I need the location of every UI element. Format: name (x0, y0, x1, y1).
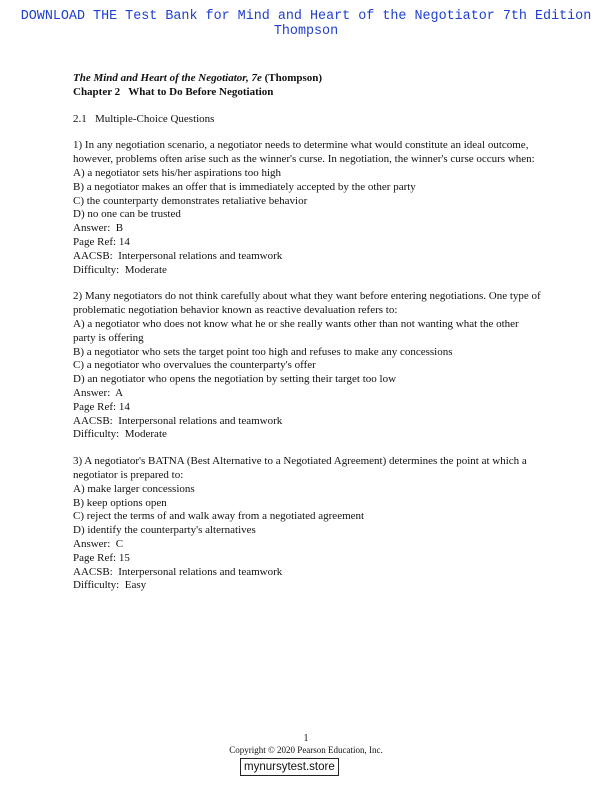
section-title: 2.1 Multiple-Choice Questions (73, 112, 215, 125)
book-author: (Thompson) (264, 72, 323, 84)
book-heading (73, 72, 543, 86)
option-c: C) reject the terms of and walk away from a negotiated agreement (73, 510, 365, 523)
page-number: 1 (303, 733, 309, 744)
site-watermark: mynursytest.store (240, 758, 339, 776)
option-d: D) identify the counterparty's alternatives (73, 524, 256, 537)
question-1 (73, 139, 543, 277)
aacsb: AACSB: Interpersonal relations and teamwork (73, 249, 283, 262)
page-ref: Page Ref: 14 (73, 400, 130, 413)
answer: Answer: A (73, 386, 124, 399)
option-b: B) a negotiator makes an offer that is immediately accepted by the other party (73, 180, 416, 193)
difficulty: Difficulty: Easy (73, 579, 147, 592)
difficulty: Difficulty: Moderate (73, 263, 167, 276)
aacsb: AACSB: Interpersonal relations and teamwork (73, 565, 283, 578)
document-body (73, 72, 543, 593)
option-a: A) a negotiator sets his/her aspirations too high (73, 166, 282, 179)
question-stem: 1) In any negotiation scenario, a negotiator needs to determine what would constitute an ideal outcome, however, problems often arise such as the winner's curse. In negotiation, the winner's curse occurs when: (73, 139, 535, 166)
option-d: D) no one can be trusted (73, 208, 181, 221)
answer: Answer: B (73, 222, 124, 235)
download-banner (0, 9, 612, 39)
option-a: A) make larger concessions (73, 482, 195, 495)
page-ref: Page Ref: 14 (73, 235, 130, 248)
book-title: The Mind and Heart of the Negotiator, 7e (73, 72, 262, 84)
answer: Answer: C (73, 537, 124, 550)
option-b: B) a negotiator who sets the target point too high and refuses to make any concessions (73, 345, 453, 358)
copyright-notice: Copyright © 2020 Pearson Education, Inc. (229, 745, 383, 755)
difficulty: Difficulty: Moderate (73, 428, 167, 441)
question-stem: 2) Many negotiators do not think carefully about what they want before entering negotiations. One type of problematic negotiation behavior known as reactive devaluation refers to: (73, 290, 541, 317)
question-2 (73, 290, 543, 442)
aacsb: AACSB: Interpersonal relations and teamwork (73, 414, 283, 427)
banner-line-1: DOWNLOAD THE Test Bank for Mind and Heart of the Negotiator 7th Edition (20, 9, 592, 24)
option-a: A) a negotiator who does not know what he or she really wants other than not wanting what the other party is offering (73, 317, 519, 344)
banner-line-2: Thompson (273, 24, 339, 39)
option-c: C) a negotiator who overvalues the counterparty's offer (73, 359, 316, 372)
page-ref: Page Ref: 15 (73, 551, 130, 564)
option-c: C) the counterparty demonstrates retaliative behavior (73, 194, 308, 207)
question-3 (73, 455, 543, 593)
question-stem: 3) A negotiator's BATNA (Best Alternative to a Negotiated Agreement) determines the point at which a negotiator is prepared to: (73, 455, 527, 481)
chapter-heading: Chapter 2 What to Do Before Negotiation (73, 85, 274, 98)
option-d: D) an negotiator who opens the negotiation by setting their target too low (73, 373, 397, 386)
option-b: B) keep options open (73, 496, 167, 509)
